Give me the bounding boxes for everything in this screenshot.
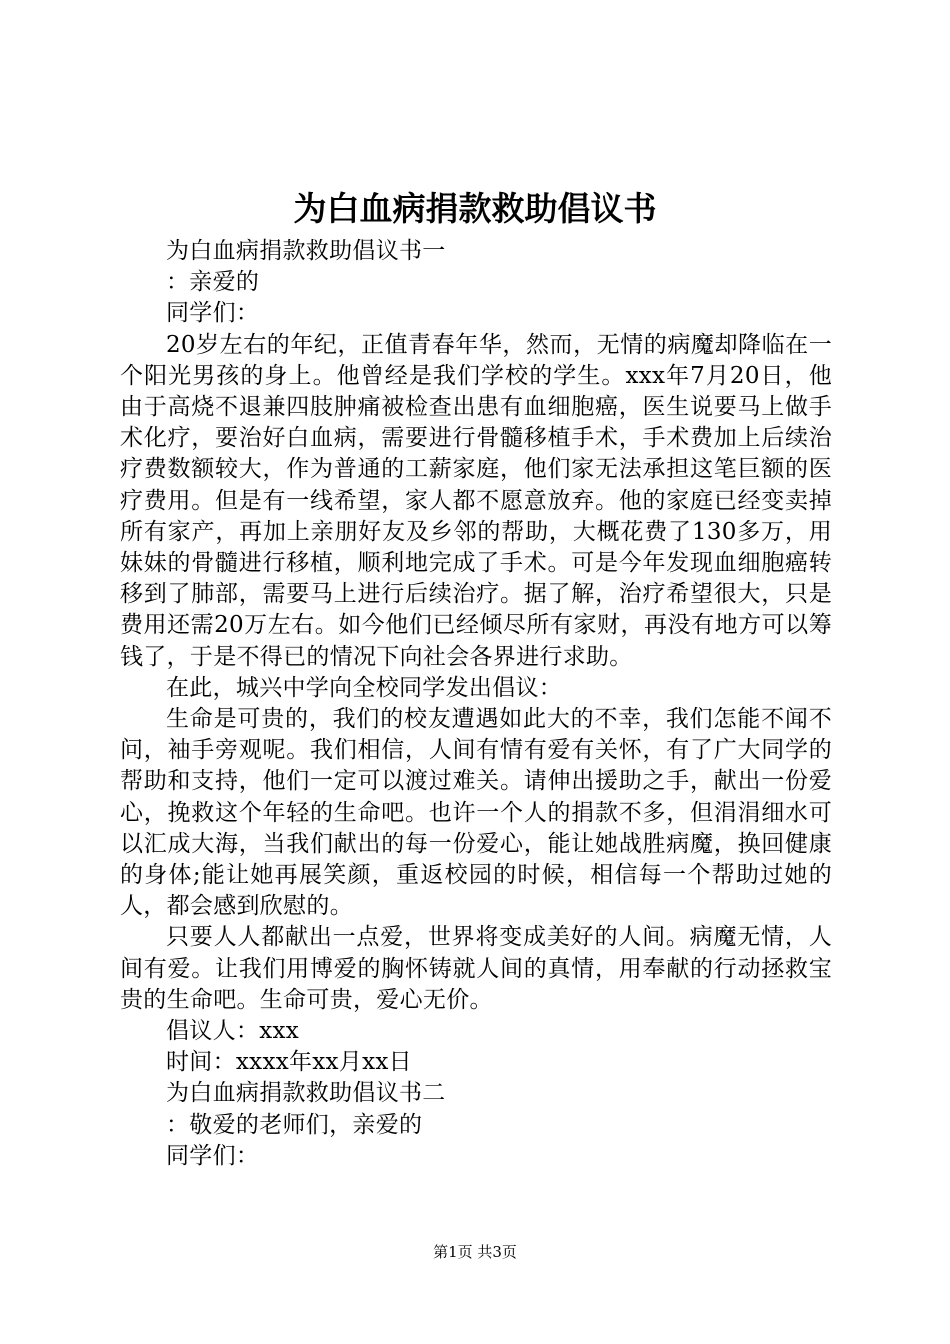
- section-heading: 为白血病捐款救助倡议书一: [166, 238, 446, 264]
- body-paragraph: 20岁左右的年纪，正值青春年华，然而，无情的病魔却降临在一个阳光男孩的身上。他曾经是我们学校的学生。xxx年7月20日，他由于高烧不退兼四肢肿痛被检查出患有血细胞癌，医生说要马上做手术化疗，要治好白血病，需要进行骨髓移植手术，手术费加上后续治疗费数额较大，作为普通的工薪家庭，他们家无法承担这笔巨额的医疗费用。但是有一线希望，家人都不愿意放弃。他的家庭已经变卖掉所有家产，再加上亲朋好友及乡邻的帮助，大概花费了130多万，用妹妹的骨髓进行移植，顺利地完成了手术。可是今年发现血细胞癌转移到了肺部，需要马上进行后续治疗。据了解，治疗希望很大，只是费用还需20万左右。如今他们已经倾尽所有家财，再没有地方可以筹钱了，于是不得已的情况下向社会各界进行求助。: [120, 331, 832, 670]
- document-body: [120, 236, 832, 1172]
- salutation-line: 同学们：: [166, 300, 260, 327]
- date-line: 时间：xxxx年xx月xx日: [166, 1049, 412, 1076]
- salutation-line: 同学们：: [166, 1142, 260, 1169]
- body-paragraph: 生命是可贵的，我们的校友遭遇如此大的不幸，我们怎能不闻不问，袖手旁观呢。我们相信，人间有情有爱有关怀，有了广大同学的帮助和支持，他们一定可以渡过难关。请伸出援助之手，献出一份爱心，挽救这个年轻的生命吧。也许一个人的捐款不多，但涓涓细水可以汇成大海，当我们献出的每一份爱心，能让她战胜病魔，换回健康的身体;能让她再展笑颜，重返校园的时候，相信每一个帮助过她的人，都会感到欣慰的。: [120, 706, 832, 920]
- body-paragraph: 在此，城兴中学向全校同学发出倡议：: [166, 674, 563, 701]
- section-heading: 为白血病捐款救助倡议书二: [166, 1080, 446, 1107]
- document-title: 为白血病捐款救助倡议书: [293, 189, 657, 228]
- page-footer: 第1页 共3页: [433, 1243, 517, 1261]
- salutation-line: ：敬爱的老师们，亲爱的: [166, 1111, 423, 1138]
- salutation-line: ：亲爱的: [166, 269, 260, 296]
- body-paragraph: 只要人人都献出一点爱，世界将变成美好的人间。病魔无情，人间有爱。让我们用博爱的胸怀铸就人间的真情，用奉献的行动拯救宝贵的生命吧。生命可贵，爱心无价。: [120, 924, 832, 1013]
- signature-line: 倡议人：xxx: [166, 1018, 300, 1045]
